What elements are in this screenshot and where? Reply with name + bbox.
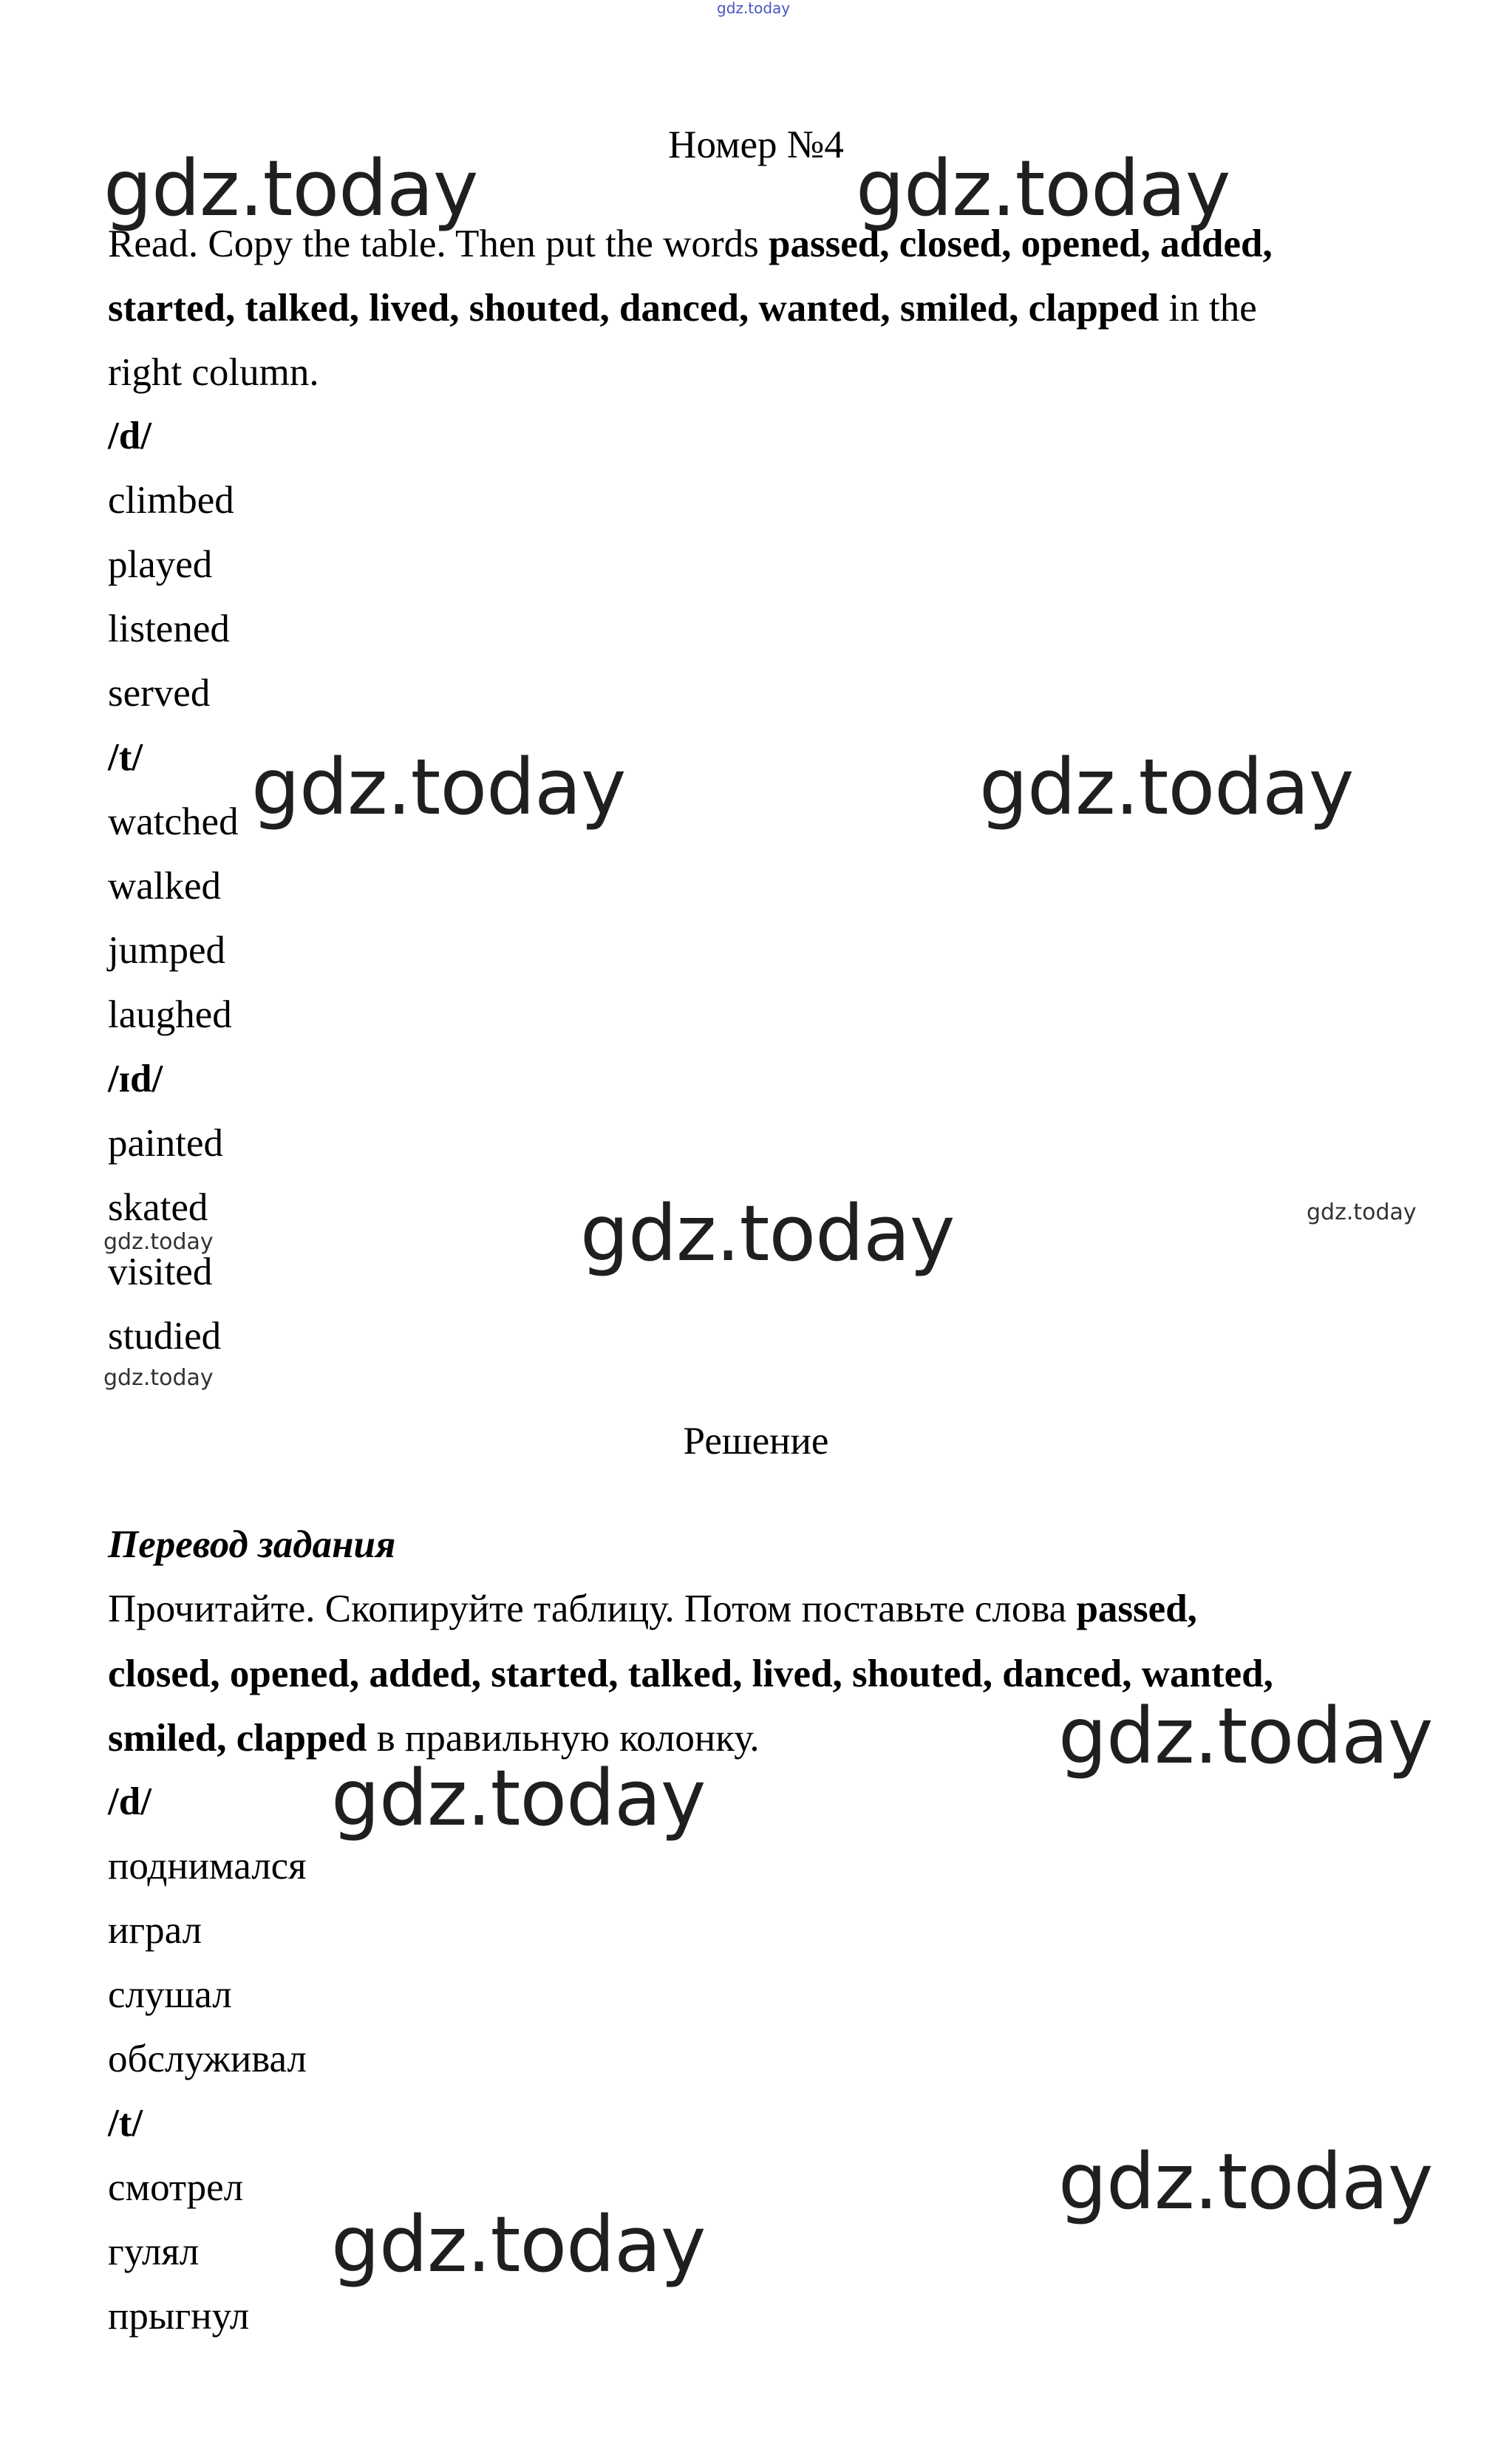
solution-line-1 bbox=[108, 1587, 1197, 1631]
page-title: Номер №4 bbox=[668, 123, 844, 166]
task-line-1-plain: Read. Copy the table. Then put the words bbox=[108, 222, 769, 265]
task-line-2 bbox=[108, 286, 1257, 330]
d-header-text: /d/ bbox=[108, 415, 151, 457]
solution-line-1-bold: passed, bbox=[1076, 1587, 1197, 1630]
ru-t-header-text: /t/ bbox=[108, 2102, 143, 2145]
ru-d-header-text: /d/ bbox=[108, 1780, 151, 1823]
list-item: watched bbox=[108, 800, 239, 843]
watermark-small: gdz.today bbox=[1307, 1199, 1417, 1225]
t-header-text: /t/ bbox=[108, 736, 143, 779]
task-line-2-bold: started, talked, lived, shouted, danced, wanted, smiled, clapped bbox=[108, 287, 1159, 330]
list-item: гулял bbox=[108, 2230, 200, 2273]
id-column-header bbox=[108, 1057, 163, 1101]
list-item: слушал bbox=[108, 1973, 232, 2016]
solution-title: Решение bbox=[683, 1420, 829, 1463]
watermark: gdz.today bbox=[1058, 1691, 1433, 1781]
ru-d-column-header bbox=[108, 1780, 151, 1824]
watermark-small: gdz.today bbox=[103, 1229, 214, 1255]
list-item: смотрел bbox=[108, 2166, 244, 2209]
task-line-2-plain: in the bbox=[1159, 287, 1257, 330]
list-item: поднимался bbox=[108, 1845, 307, 1888]
list-item: climbed bbox=[108, 479, 234, 522]
list-item: laughed bbox=[108, 993, 232, 1036]
d-column-header bbox=[108, 414, 151, 458]
list-item: painted bbox=[108, 1122, 223, 1165]
watermark: gdz.today bbox=[856, 143, 1230, 234]
list-item: played bbox=[108, 543, 213, 586]
watermark: gdz.today bbox=[331, 2199, 706, 2290]
watermark: gdz.today bbox=[251, 742, 626, 832]
task-line-1-bold: passed, closed, opened, added, bbox=[768, 222, 1273, 265]
list-item: walked bbox=[108, 865, 222, 908]
list-item: listened bbox=[108, 607, 230, 650]
task-line-3: right column. bbox=[108, 351, 319, 394]
watermark: gdz.today bbox=[331, 1753, 706, 1843]
list-item: served bbox=[108, 672, 211, 715]
solution-line-2 bbox=[108, 1652, 1273, 1696]
list-item: играл bbox=[108, 1909, 202, 1952]
watermark: gdz.today bbox=[1058, 2137, 1433, 2227]
list-item: studied bbox=[108, 1315, 222, 1358]
list-item: jumped bbox=[108, 929, 225, 972]
id-header-text: /ɪd/ bbox=[108, 1058, 163, 1100]
list-item: обслуживал bbox=[108, 2038, 307, 2080]
list-item: skated bbox=[108, 1186, 208, 1229]
solution-line-2-bold: closed, opened, added, started, talked, lived, shouted, danced, wanted, bbox=[108, 1652, 1273, 1695]
translation-heading: Перевод задания bbox=[108, 1523, 396, 1566]
list-item: прыгнул bbox=[108, 2295, 250, 2338]
ru-t-column-header bbox=[108, 2101, 143, 2145]
solution-line-3-bold: smiled, clapped bbox=[108, 1717, 367, 1760]
watermark: gdz.today bbox=[580, 1188, 955, 1279]
list-item: visited bbox=[108, 1250, 213, 1293]
watermark: gdz.today bbox=[979, 742, 1354, 832]
t-column-header bbox=[108, 735, 143, 780]
watermark-small: gdz.today bbox=[103, 1365, 214, 1391]
solution-line-1-plain: Прочитайте. Скопируйте таблицу. Потом поставьте слова bbox=[108, 1587, 1077, 1630]
top-watermark: gdz.today bbox=[717, 0, 791, 17]
watermark: gdz.today bbox=[103, 143, 478, 234]
solution-line-3-plain: в правильную колонку. bbox=[367, 1717, 760, 1760]
